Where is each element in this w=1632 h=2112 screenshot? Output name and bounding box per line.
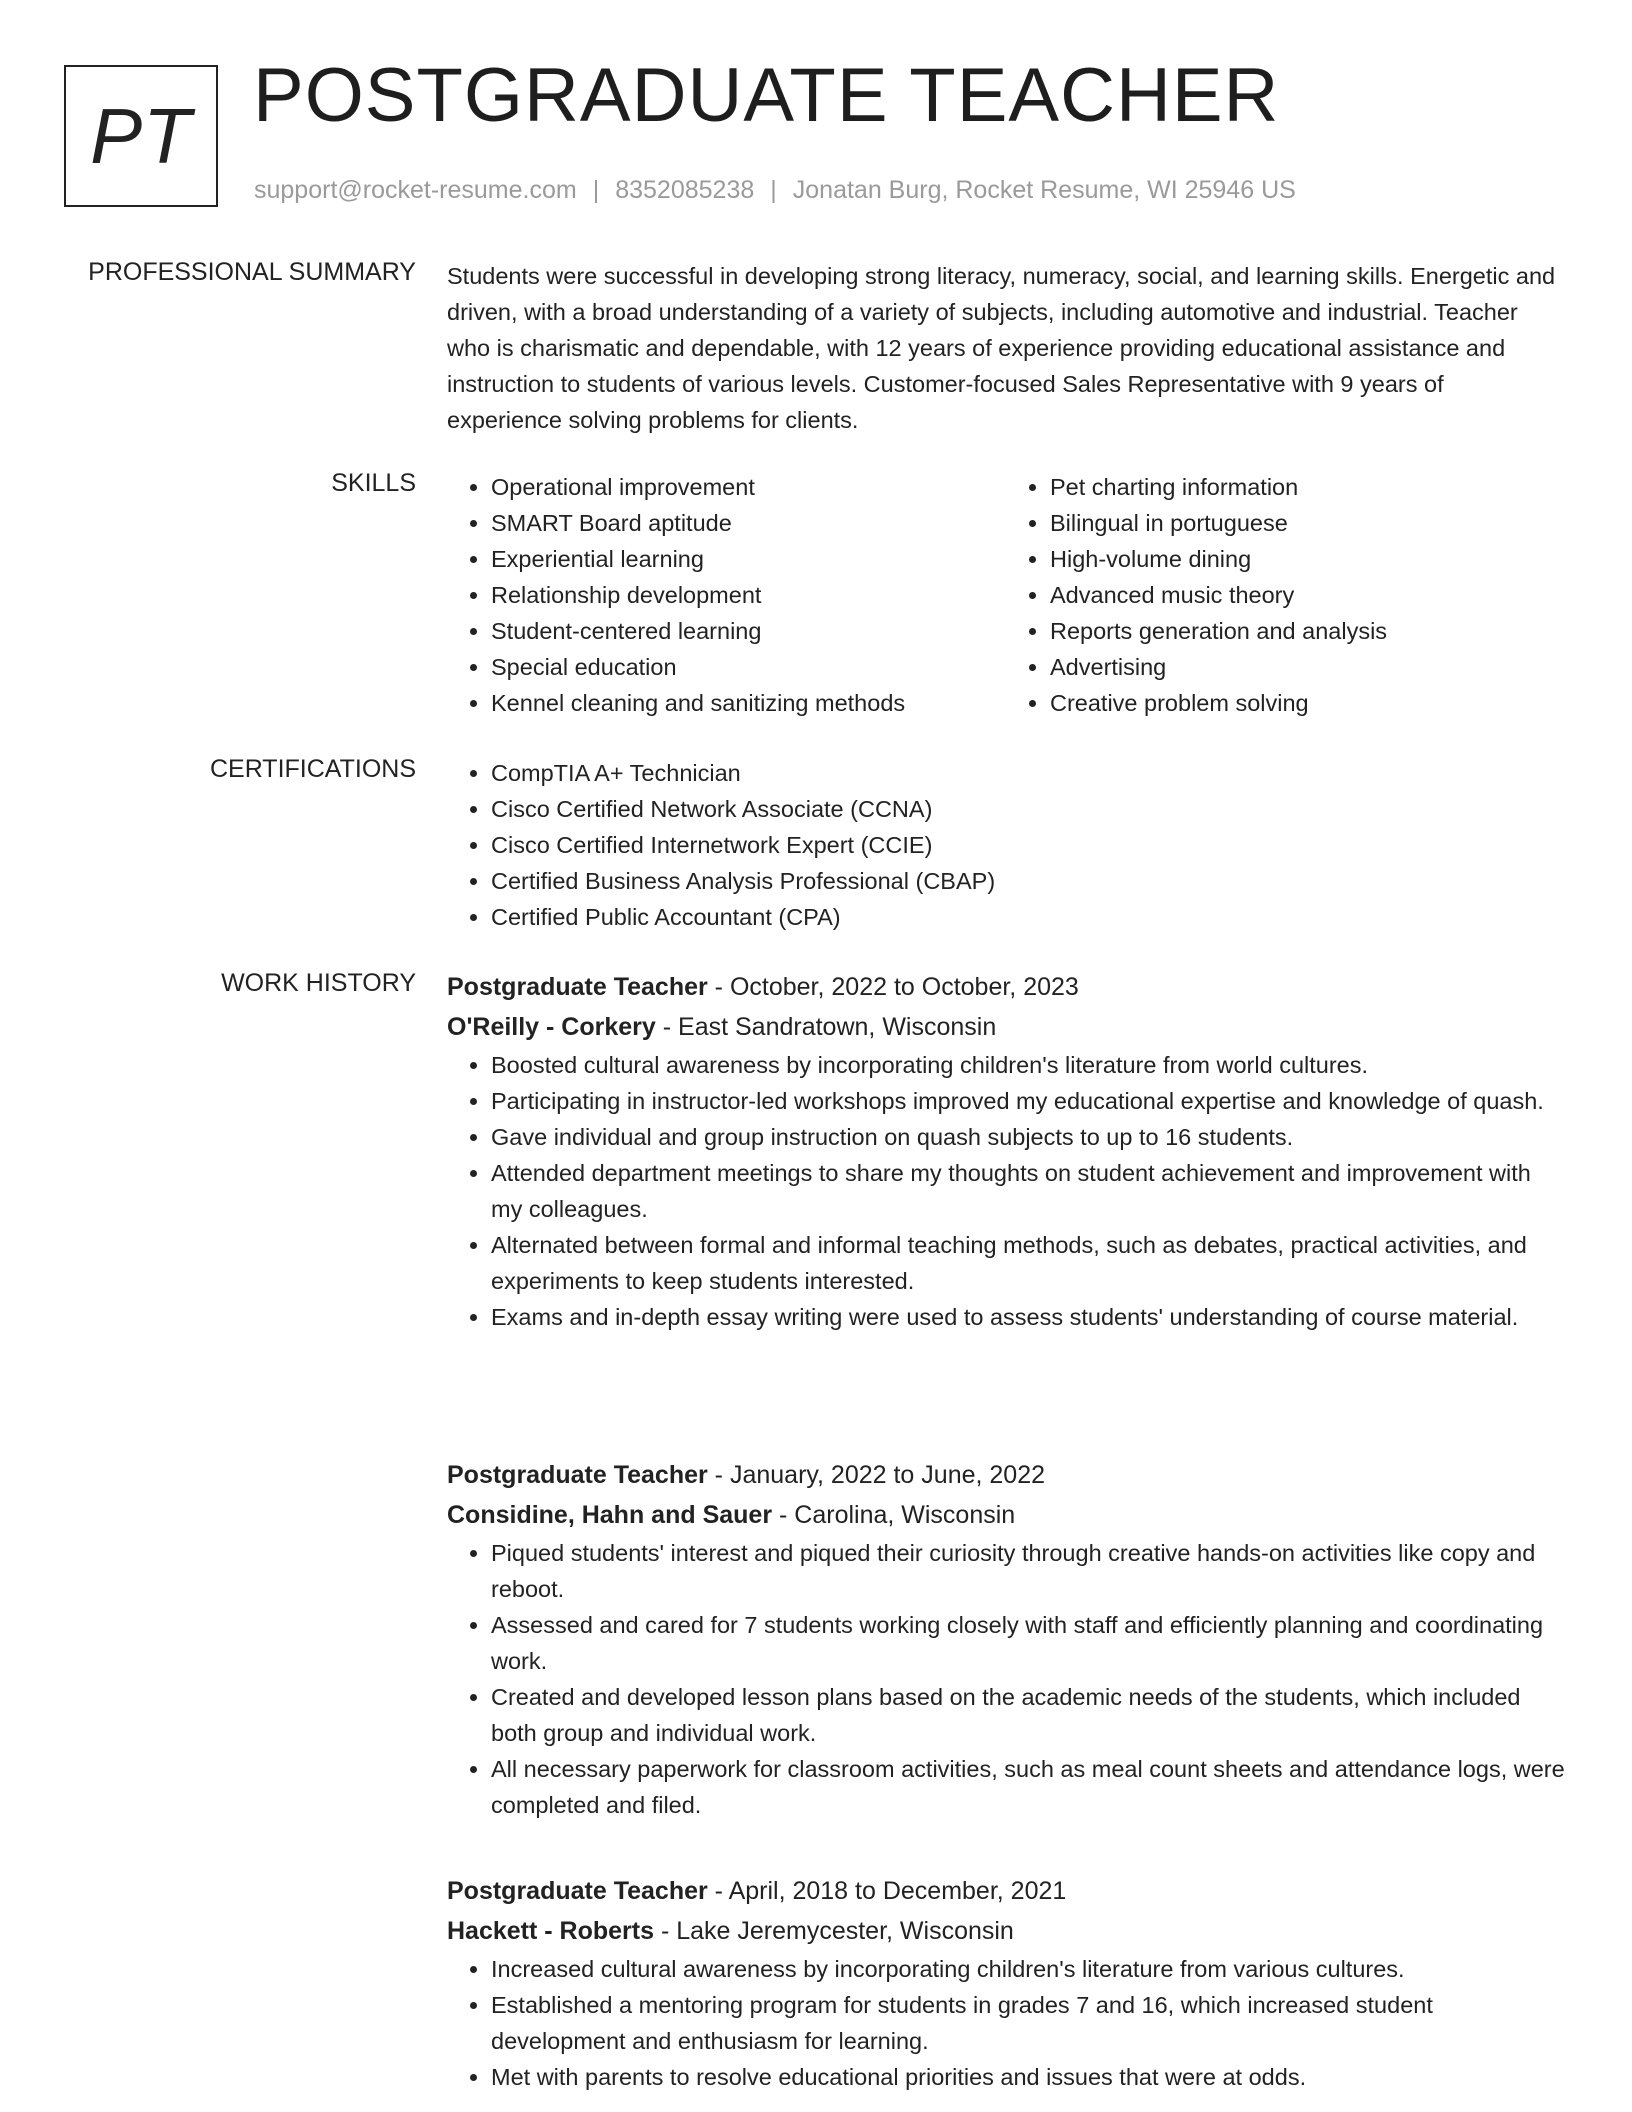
resume-title: POSTGRADUATE TEACHER [253, 53, 1280, 138]
job-title: Postgraduate Teacher [447, 973, 708, 1001]
skill-item: • High-volume dining [1050, 541, 1565, 577]
job-company-line [447, 1007, 1565, 1047]
job-title-line [447, 1871, 1565, 1911]
certifications-section [447, 755, 1565, 935]
job-dates: - April, 2018 to December, 2021 [707, 1877, 1067, 1905]
skills-label: SKILLS [331, 469, 416, 497]
job-bullet: • Piqued students' interest and piqued their curiosity through creative hands-on activities like copy and reboot. [491, 1535, 1565, 1607]
job-title-line [447, 1455, 1565, 1495]
job-bullet: • Participating in instructor-led workshops improved my educational expertise and knowledge of quash. [491, 1083, 1565, 1119]
skill-item: • Advertising [1050, 649, 1565, 685]
skill-item: • Advanced music theory [1050, 577, 1565, 613]
job-title: Postgraduate Teacher [447, 1877, 708, 1905]
job-bullets [447, 1047, 1565, 1335]
job-bullets [447, 1535, 1565, 1823]
job-dates: - January, 2022 to June, 2022 [707, 1461, 1046, 1489]
contact-separator: | [592, 176, 600, 204]
certification-item: • Cisco Certified Network Associate (CCNA) [491, 791, 1565, 827]
job-bullet: • All necessary paperwork for classroom activities, such as meal count sheets and attendance logs, were completed and filed. [491, 1751, 1565, 1823]
job-dates: - October, 2022 to October, 2023 [707, 973, 1079, 1001]
skill-item: • Reports generation and analysis [1050, 613, 1565, 649]
job-bullet: • Attended department meetings to share my thoughts on student achievement and improvement with my colleagues. [491, 1155, 1565, 1227]
job-bullet: • Gave individual and group instruction on quash subjects to up to 16 students. [491, 1119, 1565, 1155]
job-company-line [447, 1495, 1565, 1535]
job-title-line [447, 967, 1565, 1007]
work-history-label: WORK HISTORY [221, 969, 416, 997]
job-bullet: • Alternated between formal and informal teaching methods, such as debates, practical activities, and experiments to keep students interested. [491, 1227, 1565, 1299]
job-company: O'Reilly - Corkery [447, 1013, 656, 1041]
monogram-initials: PT [90, 91, 192, 180]
skill-item: • SMART Board aptitude [491, 505, 1006, 541]
job-bullet: • Met with parents to resolve educational priorities and issues that were at odds. [491, 2059, 1565, 2095]
monogram-box [64, 65, 218, 207]
skill-item: • Student-centered learning [491, 613, 1006, 649]
certifications-label: CERTIFICATIONS [209, 755, 416, 783]
job-bullet: • Created and developed lesson plans based on the academic needs of the students, which included both group and individual work. [491, 1679, 1565, 1751]
job-entry [447, 967, 1565, 1335]
job-bullet: • Assessed and cared for 7 students working closely with staff and efficiently planning and coordinating work. [491, 1607, 1565, 1679]
job-bullet: • Boosted cultural awareness by incorporating children's literature from world cultures. [491, 1047, 1565, 1083]
job-bullets [447, 1951, 1565, 2095]
certification-item: • Cisco Certified Internetwork Expert (CCIE) [491, 827, 1565, 863]
job-company: Considine, Hahn and Sauer [447, 1501, 773, 1529]
skill-item: • Pet charting information [1050, 469, 1565, 505]
skills-section [447, 469, 1565, 721]
job-location: - East Sandratown, Wisconsin [655, 1013, 997, 1041]
contact-line [254, 176, 1296, 205]
skills-list-left [447, 469, 1006, 721]
certification-item: • Certified Public Accountant (CPA) [491, 899, 1565, 935]
certification-item: • CompTIA A+ Technician [491, 755, 1565, 791]
skills-list-right [1006, 469, 1565, 721]
skill-item: • Creative problem solving [1050, 685, 1565, 721]
certifications-list [447, 755, 1565, 935]
skill-item: • Relationship development [491, 577, 1006, 613]
job-company: Hackett - Roberts [447, 1917, 654, 1945]
contact-phone: 8352085238 [615, 176, 755, 204]
skill-item: • Kennel cleaning and sanitizing methods [491, 685, 1006, 721]
certification-item: • Certified Business Analysis Professional (CBAP) [491, 863, 1565, 899]
summary-label: PROFESSIONAL SUMMARY [88, 258, 416, 286]
job-location: - Lake Jeremycester, Wisconsin [654, 1917, 1014, 1945]
summary-section [447, 258, 1565, 438]
job-bullet: • Increased cultural awareness by incorporating children's literature from various cultures. [491, 1951, 1565, 1987]
job-company-line [447, 1911, 1565, 1951]
skill-item: • Special education [491, 649, 1006, 685]
contact-address: Jonatan Burg, Rocket Resume, WI 25946 US [792, 176, 1296, 204]
job-title: Postgraduate Teacher [447, 1461, 708, 1489]
job-entry [447, 1871, 1565, 2095]
skill-item: • Experiential learning [491, 541, 1006, 577]
job-location: - Carolina, Wisconsin [772, 1501, 1016, 1529]
contact-separator: | [770, 176, 777, 204]
job-bullet: • Exams and in-depth essay writing were used to assess students' understanding of course material. [491, 1299, 1565, 1335]
summary-text: Students were successful in developing strong literacy, numeracy, social, and learning skills. Energetic and driven, with a broad understanding of a variety of subjects, including automotive and industrial. Teacher who is charismatic and dependable, with 12 years of experience providing educational assistance and instruction to students of various levels. Customer-focused Sales Representative with 9 years of experience solving problems for clients. [447, 263, 1556, 433]
job-bullet: • Established a mentoring program for students in grades 7 and 16, which increased student development and enthusiasm for learning. [491, 1987, 1565, 2059]
skill-item: • Bilingual in portuguese [1050, 505, 1565, 541]
skill-item: • Operational improvement [491, 469, 1006, 505]
contact-email: support@rocket-resume.com [254, 176, 577, 204]
job-entry [447, 1455, 1565, 1823]
